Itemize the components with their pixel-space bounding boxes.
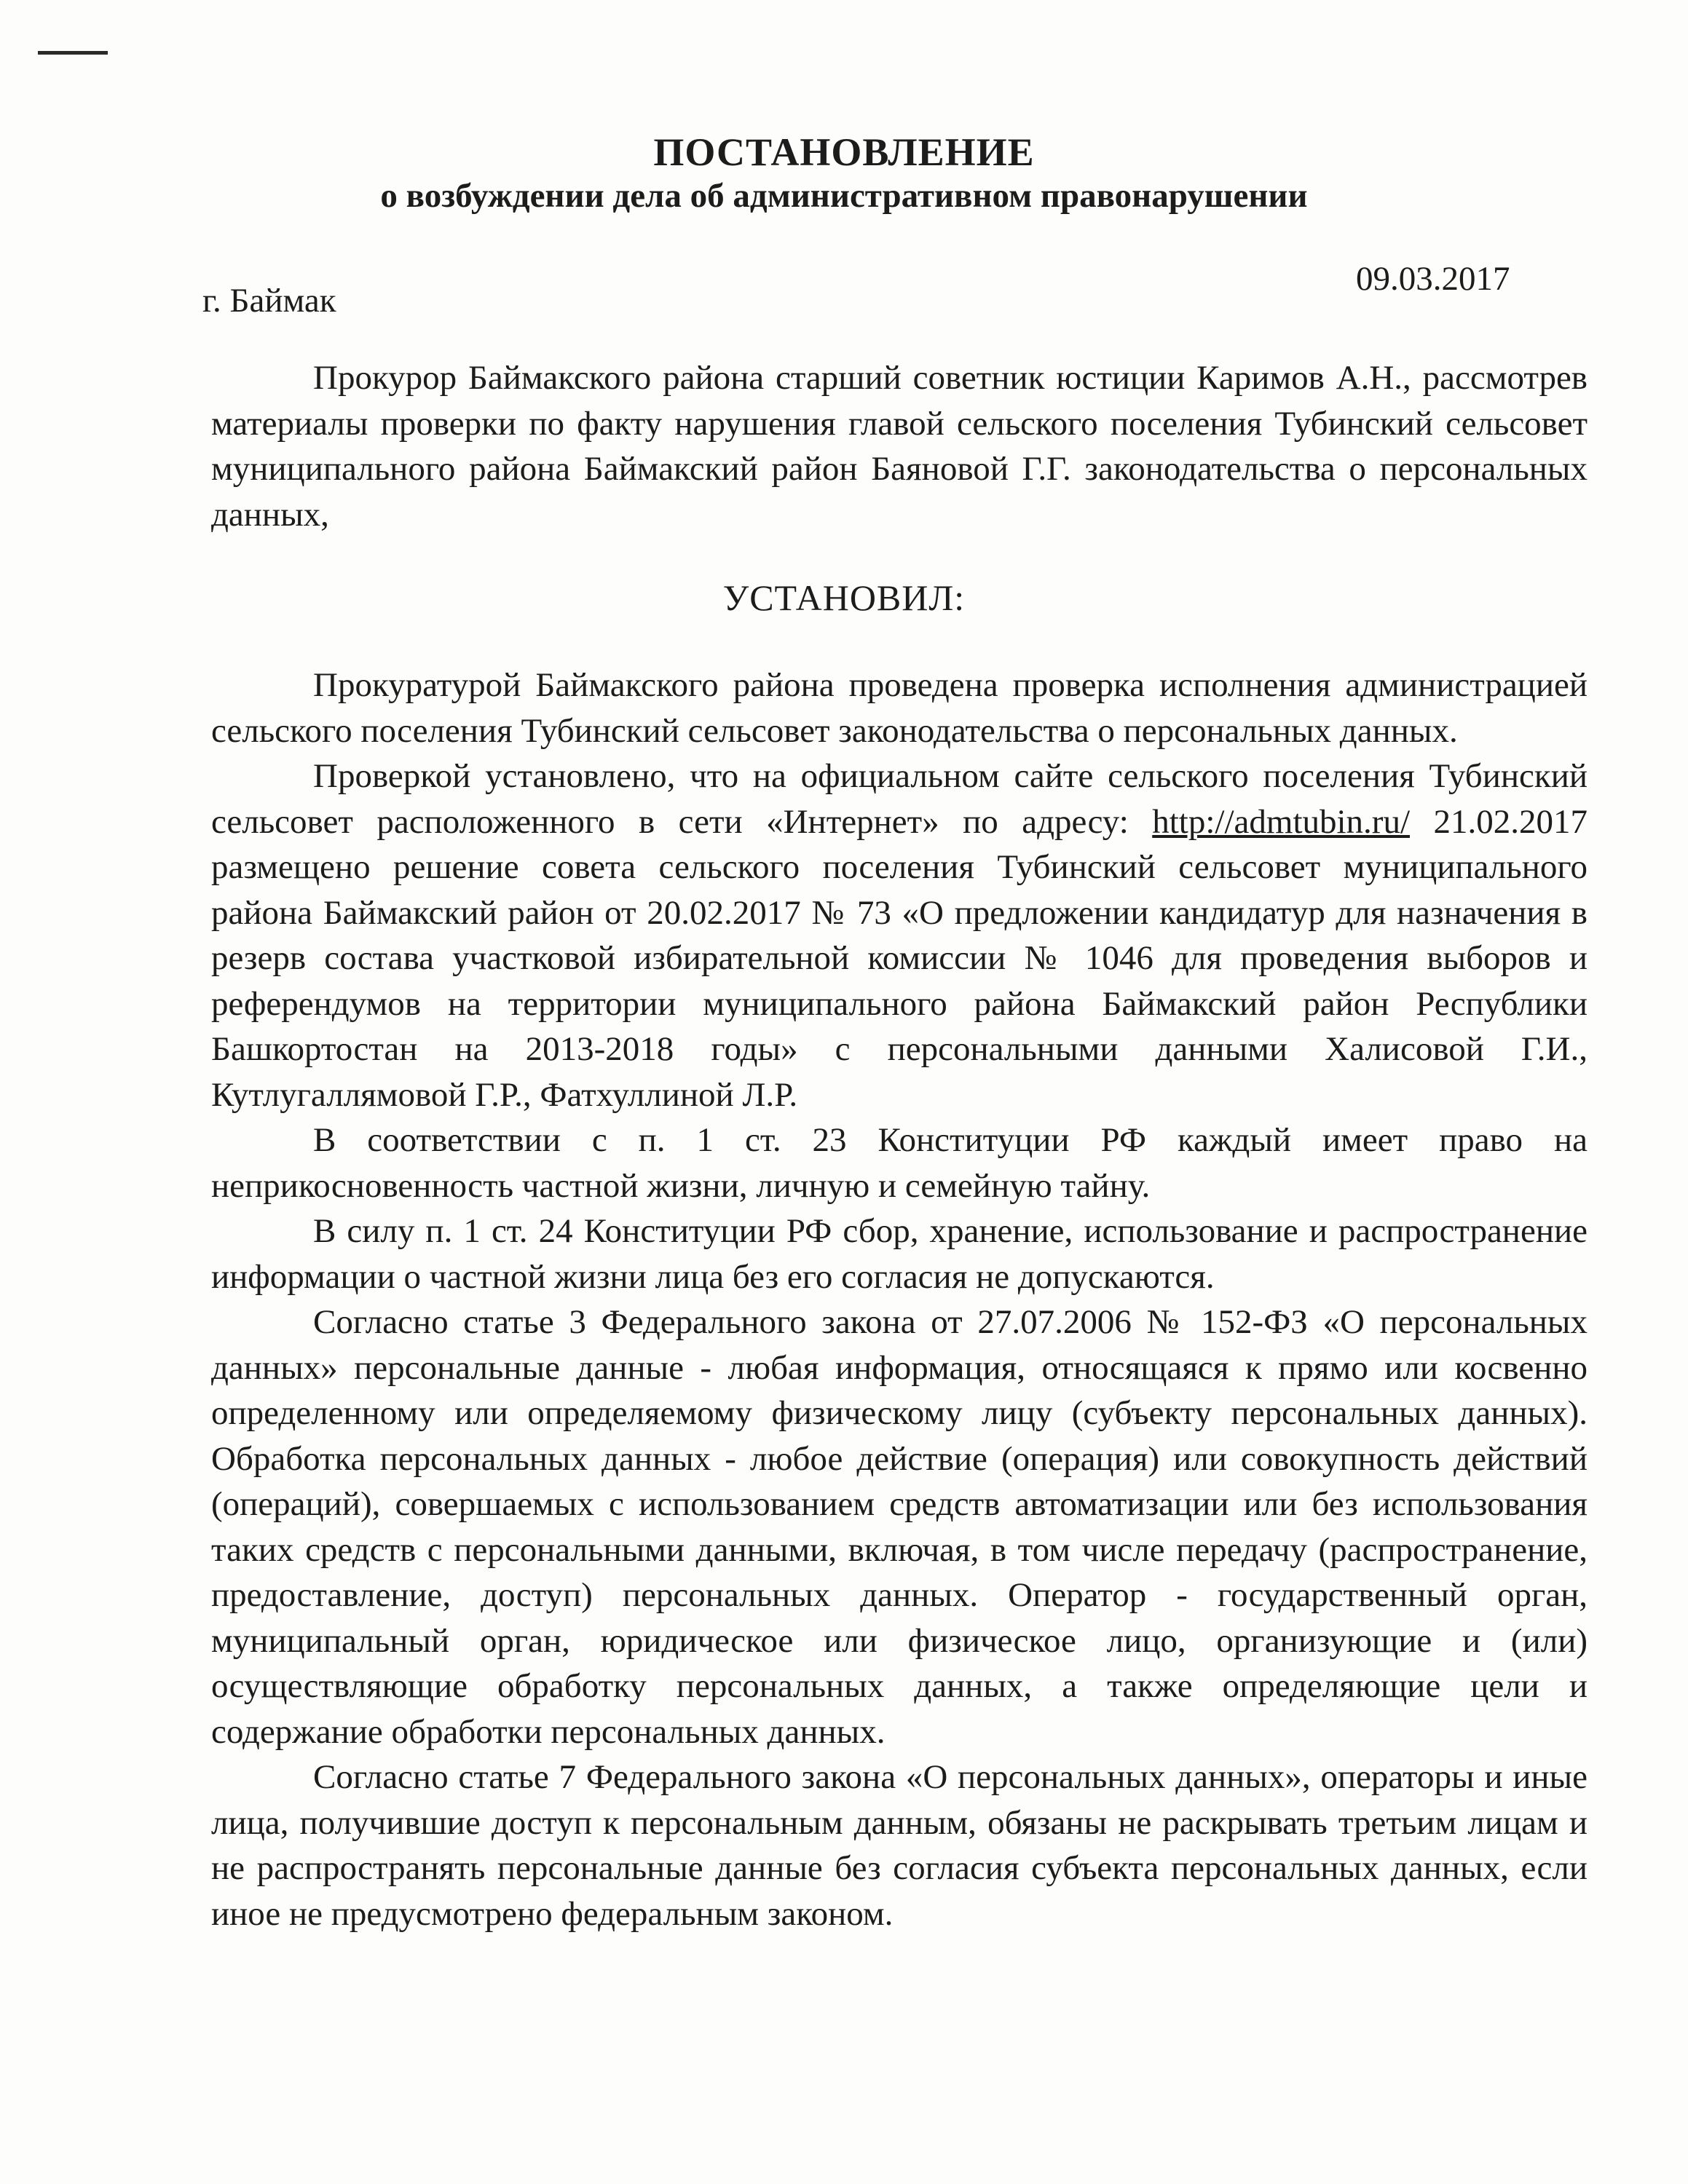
intro-block <box>211 355 1588 537</box>
section-heading: УСТАНОВИЛ: <box>722 577 966 618</box>
document-subtitle: о возбуждении дела об административном правонарушении <box>380 177 1308 215</box>
body-text <box>211 662 1588 1936</box>
document-title: ПОСТАНОВЛЕНИЕ <box>653 130 1035 174</box>
paragraph-constitution-23: В соответствии с п. 1 ст. 23 Конституции РФ каждый имеет право на неприкосновенность частной жизни, личную и семейную тайну. <box>211 1121 1588 1205</box>
paragraph-constitution-24: В силу п. 1 ст. 24 Конституции РФ сбор, хранение, использование и распространение информации о частной жизни лица без его согласия не допускаются. <box>211 1212 1588 1296</box>
intro-paragraph: Прокурор Баймакского района старший советник юстиции Каримов А.Н., рассмотрев материалы проверки по факту нарушения главой сельского поселения Тубинский сельсовет муниципального района Баймакский район Баяновой Г.Г. законодательства о персональных данных, <box>211 359 1588 534</box>
paragraph-findings <box>211 753 1588 1117</box>
paragraph-inspection: Прокуратурой Баймакского района проведена проверка исполнения администрацией сельского поселения Тубинский сельсовет законодательства о персональных данных. <box>211 666 1588 750</box>
document-date: 09.03.2017 <box>1356 260 1510 298</box>
paragraph-law-article-7: Согласно статье 7 Федерального закона «О персональных данных», операторы и иные лица, получившие доступ к персональным данным, обязаны не раскрывать третьим лицам и не распространять персональные данные без согласия субъекта персональных данных, если иное не предусмотрено федеральным законом. <box>211 1758 1588 1933</box>
scan-corner-mark <box>38 51 108 55</box>
paragraph-law-article-3: Согласно статье 3 Федерального закона от 27.07.2006 № 152-ФЗ «О персональных данных» персональные данные - любая информация, относящаяся к прямо или косвенно определенному или определяемому физическому лицу (субъекту персональных данных). Обработка персональных данных - любое действие (операция) или совокупность действий (операций), совершаемых с использованием средств автоматизации или без использования таких средств с персональными данными, включая, в том числе передачу (распространение, предоставление, доступ) персональных данных. Оператор - государственный орган, муниципальный орган, юридическое или физическое лицо, организующие и (или) осуществляющие обработку персональных данных, а также определяющие цели и содержание обработки персональных данных. <box>211 1303 1588 1751</box>
document-city: г. Баймак <box>202 282 336 320</box>
findings-text-end: 21.02.2017 размещено решение совета сельского поселения Тубинский сельсовет муниципального района Баймакский район от 20.02.2017 № 73 «О предложении кандидатур для назначения в резерв состава участковой избирательной комиссии № 1046 для проведения выборов и референдумов на территории муниципального района Баймакский район Республики Башкортостан на 2013-2018 годы» с персональными данными Халисовой Г.И., Кутлугаллямовой Г.Р., Фатхуллиной Л.Р. <box>211 802 1588 1114</box>
website-link[interactable]: http://admtubin.ru/ <box>1152 802 1411 841</box>
findings-text-start: Проверкой установлено, что на официальном сайте сельского поселения Тубинский сельсовет расположенного в сети «Интернет» по адресу: <box>211 757 1588 841</box>
